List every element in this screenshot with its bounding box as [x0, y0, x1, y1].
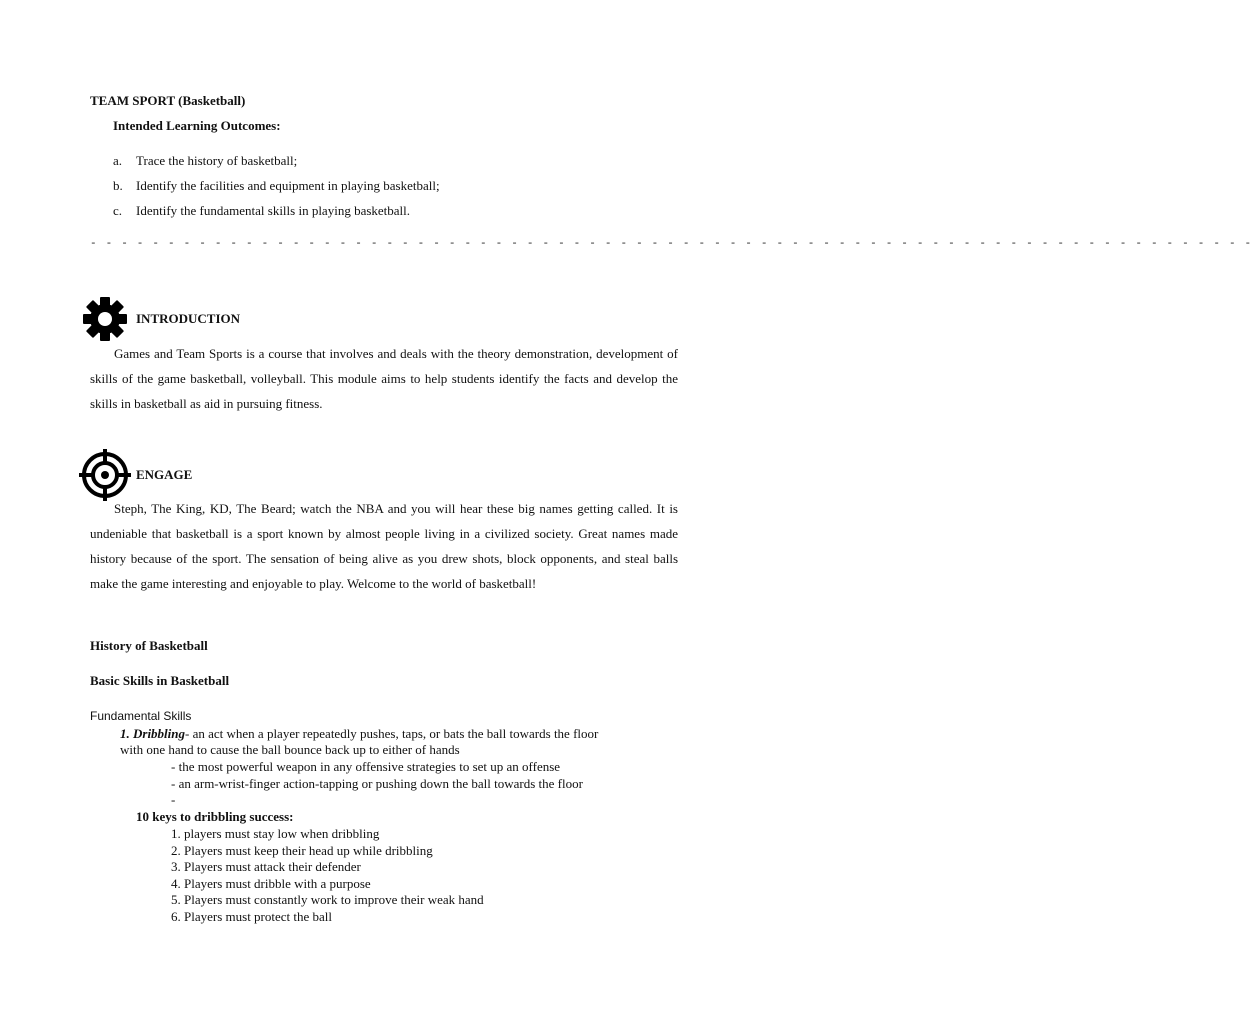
keys-item: 6. Players must protect the ball — [171, 909, 333, 924]
dribbling-term: 1. Dribbling — [120, 726, 186, 741]
outcome-item: Trace the history of basketball; — [136, 153, 298, 168]
outcomes-heading: Intended Learning Outcomes: — [113, 118, 281, 133]
engage-text: Steph, The King, KD, The Beard; watch the NBA and you will hear these big names getting called. It is undeniable that basketball is a sport known by almost people living in a civilized society. Great names made history because of the sport. The sensation of being alive as you drew shots, block opponents, and steal balls make the game interesting and enjoyable to play. Welcome to the world of basketball! — [90, 501, 678, 591]
introduction-heading: INTRODUCTION — [136, 311, 241, 326]
dribbling-note: - — [171, 792, 176, 807]
outcome-marker: b. — [113, 178, 123, 193]
dribbling-note: - the most powerful weapon in any offensive strategies to set up an offense — [171, 759, 561, 774]
keys-item: 5. Players must constantly work to improve their weak hand — [171, 892, 484, 907]
gear-icon — [80, 294, 130, 344]
introduction-text: Games and Team Sports is a course that involves and deals with the theory demonstration, development of skills of the game basketball, volleyball. This module aims to help students identify the facts and develop the skills in basketball as aid in pursuing fitness. — [90, 346, 678, 411]
history-heading: History of Basketball — [90, 638, 208, 653]
outcome-marker: c. — [113, 203, 123, 218]
introduction-body — [90, 341, 678, 416]
keys-item: 2. Players must keep their head up while dribbling — [171, 843, 433, 858]
dribbling-definition: - an act when a player repeatedly pushes, taps, or bats the ball towards the floor — [185, 726, 599, 741]
dribbling-definition-cont: with one hand to cause the ball bounce back up to either of hands — [120, 742, 460, 757]
engage-heading: ENGAGE — [136, 467, 193, 482]
dashed-divider: - - - - - - - - - - - - - - - - - - - - - - - - - - - - - - - - - - - - - - - - - - - - - - - - - - - - - - - - - - - - - - - - - - - - - - - - - - - — [90, 238, 1252, 250]
keys-item: 1. players must stay low when dribbling — [171, 826, 380, 841]
keys-heading: 10 keys to dribbling success: — [136, 809, 294, 824]
dribbling-note: - an arm-wrist-finger action-tapping or pushing down the ball towards the floor — [171, 776, 583, 791]
dribbling-line — [120, 726, 598, 742]
outcome-marker: a. — [113, 153, 123, 168]
document-title: TEAM SPORT (Basketball) — [90, 93, 246, 108]
target-icon — [79, 449, 131, 501]
fundamental-skills-heading: Fundamental Skills — [90, 709, 192, 723]
keys-item: 4. Players must dribble with a purpose — [171, 876, 371, 891]
outcome-item: Identify the facilities and equipment in playing basketball; — [136, 178, 440, 193]
outcome-item: Identify the fundamental skills in playing basketball. — [136, 203, 411, 218]
engage-body — [90, 496, 678, 596]
basic-skills-heading: Basic Skills in Basketball — [90, 673, 230, 688]
keys-item: 3. Players must attack their defender — [171, 859, 361, 874]
